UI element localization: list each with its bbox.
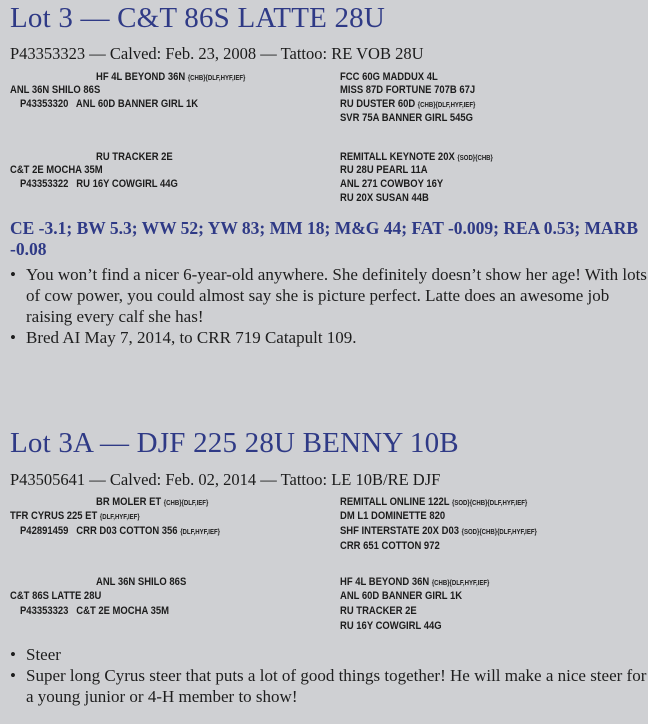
pedigree-sire-side (10, 71, 640, 137)
pedigree-ggd-4: RU 16Y COWGIRL 44G (340, 620, 442, 632)
pedigree-dam: C&T 86S LATTE 28U (10, 590, 102, 602)
registration-line: P43353323 — Calved: Feb. 23, 2008 — Tattoo: RE VOB 28U (10, 44, 424, 63)
pedigree-ggd-3: ANL 60D BANNER GIRL 1K (340, 590, 463, 602)
pedigree-dam-side (10, 151, 640, 217)
lot-notes (10, 264, 648, 348)
pedigree-sire-sire: HF 4L BEYOND 36N {CHB}{DLF,HYF,IEF} (96, 71, 246, 83)
pedigree-dam-sire: RU TRACKER 2E (96, 151, 173, 163)
lot-title: Lot 3 — C&T 86S LATTE 28U (10, 2, 386, 34)
pedigree-dam-dam: P43353322 RU 16Y COWGIRL 44G (20, 178, 178, 190)
pedigree-ggd-1: MISS 87D FORTUNE 707B 67J (340, 84, 476, 96)
lot-title: Lot 3A — DJF 225 28U BENNY 10B (10, 427, 459, 459)
bullet-icon: • (10, 265, 16, 284)
lot-notes (10, 644, 648, 707)
pedigree-sire-dam: P43353320 ANL 60D BANNER GIRL 1K (20, 98, 199, 110)
bullet-icon: • (10, 645, 16, 664)
pedigree-sire: ANL 36N SHILO 86S (10, 84, 101, 96)
list-item: • You won’t find a nicer 6-year-old anywhere. She definitely doesn’t show her age! With lots of cow power, you could almost say she is picture perfect. Latte does an awesome job raising every calf she has! (10, 265, 647, 326)
pedigree-ggd-1: DM L1 DOMINETTE 820 (340, 510, 446, 522)
list-item: • Bred AI May 7, 2014, to CRR 719 Catapult 109. (10, 328, 357, 347)
pedigree-sire-dam: P42891459 CRR D03 COTTON 356 {DLF,HYF,IEF} (20, 525, 221, 537)
list-item: • Super long Cyrus steer that puts a lot of good things together! He will make a nice steer for a young junior or 4-H member to show! (10, 666, 647, 706)
pedigree-dam-sire: ANL 36N SHILO 86S (96, 576, 187, 588)
pedigree-dam-dam: P43353323 C&T 2E MOCHA 35M (20, 605, 169, 617)
pedigree-ggs-3: HF 4L BEYOND 36N {CHB}{DLF,HYF,IEF} (340, 576, 490, 588)
pedigree-ggs-3: REMITALL KEYNOTE 20X {SOD}{CHB} (340, 151, 493, 163)
pedigree-ggs-1: REMITALL ONLINE 122L {SOD}{CHB}{DLF,HYF,IEF} (340, 496, 528, 508)
pedigree-ggs-2: SHF INTERSTATE 20X D03 {SOD}{CHB}{DLF,HYF,IEF} (340, 525, 537, 537)
pedigree-sire: TFR CYRUS 225 ET {DLF,HYF,IEF} (10, 510, 140, 522)
pedigree-ggs-2: RU DUSTER 60D {CHB}{DLF,HYF,IEF} (340, 98, 476, 110)
bullet-icon: • (10, 328, 16, 347)
list-item: • Steer (10, 645, 61, 664)
pedigree-dam: C&T 2E MOCHA 35M (10, 164, 103, 176)
registration-line: P43505641 — Calved: Feb. 02, 2014 — Tattoo: LE 10B/RE DJF (10, 470, 441, 489)
pedigree-sire-side (10, 496, 640, 562)
bullet-icon: • (10, 666, 16, 685)
pedigree-dam-side (10, 576, 640, 642)
pedigree-ggd-4: RU 20X SUSAN 44B (340, 192, 429, 204)
pedigree-ggd-3: RU 28U PEARL 11A (340, 164, 428, 176)
pedigree-ggs-1: FCC 60G MADDUX 4L (340, 71, 438, 83)
pedigree-sire-sire: BR MOLER ET {CHB}{DLF,IEF} (96, 496, 209, 508)
pedigree-ggs-4: ANL 271 COWBOY 16Y (340, 178, 444, 190)
epd-values: CE -3.1; BW 5.3; WW 52; YW 83; MM 18; M&G 44; FAT -0.009; REA 0.53; MARB -0.08 (10, 218, 639, 259)
pedigree-ggd-2: SVR 75A BANNER GIRL 545G (340, 112, 474, 124)
pedigree-ggd-2: CRR 651 COTTON 972 (340, 540, 440, 552)
pedigree-ggs-4: RU TRACKER 2E (340, 605, 417, 617)
